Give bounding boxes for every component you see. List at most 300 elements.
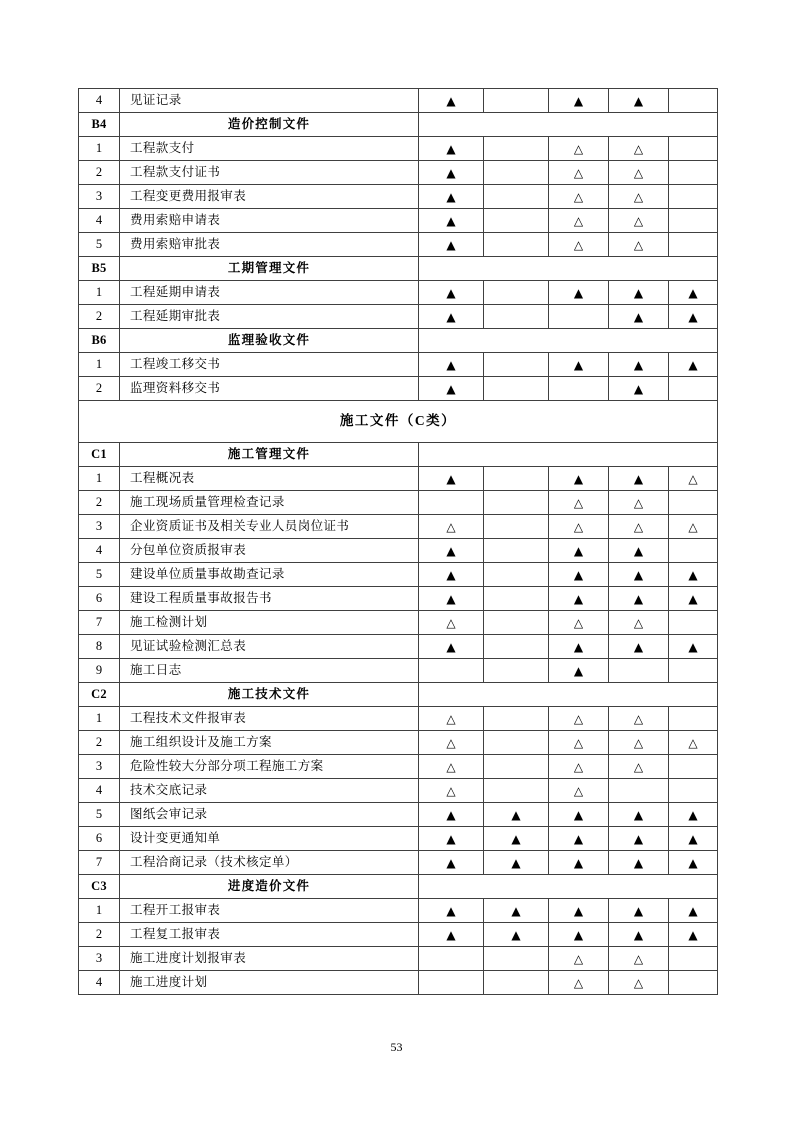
filled-triangle-icon: ▲ bbox=[688, 568, 698, 582]
mark-cell bbox=[669, 611, 718, 635]
table-row bbox=[79, 971, 718, 995]
mark-cell bbox=[419, 731, 484, 755]
mark-cell bbox=[669, 563, 718, 587]
document-name: 设计变更通知单 bbox=[120, 827, 419, 851]
hollow-triangle-icon: △ bbox=[688, 520, 698, 534]
hollow-triangle-icon: △ bbox=[446, 736, 456, 750]
document-name: 工程洽商记录（技术核定单） bbox=[120, 851, 419, 875]
page-number: 53 bbox=[390, 1040, 403, 1054]
mark-cell bbox=[609, 587, 669, 611]
filled-triangle-icon: ▲ bbox=[446, 640, 456, 654]
mark-cell bbox=[669, 803, 718, 827]
hollow-triangle-icon: △ bbox=[633, 190, 644, 204]
mark-cell bbox=[419, 947, 484, 971]
row-number: 2 bbox=[79, 491, 120, 515]
mark-cell bbox=[484, 851, 549, 875]
hollow-triangle-icon: △ bbox=[633, 496, 644, 510]
mark-cell bbox=[484, 923, 549, 947]
mark-cell bbox=[609, 803, 669, 827]
row-number: 4 bbox=[79, 539, 120, 563]
table-row bbox=[79, 923, 718, 947]
table-row bbox=[79, 947, 718, 971]
filled-triangle-icon: ▲ bbox=[688, 640, 698, 654]
mark-cell bbox=[669, 899, 718, 923]
filled-triangle-icon: ▲ bbox=[633, 544, 644, 558]
document-name: 施工日志 bbox=[120, 659, 419, 683]
mark-cell bbox=[549, 305, 609, 329]
section-empty-marks bbox=[419, 257, 718, 281]
mark-cell bbox=[609, 515, 669, 539]
filled-triangle-icon: ▲ bbox=[688, 286, 698, 300]
mark-cell bbox=[549, 161, 609, 185]
filled-triangle-icon: ▲ bbox=[633, 592, 644, 606]
mark-cell bbox=[609, 923, 669, 947]
hollow-triangle-icon: △ bbox=[573, 712, 584, 726]
filled-triangle-icon: ▲ bbox=[633, 472, 644, 486]
mark-cell bbox=[419, 89, 484, 113]
mark-cell bbox=[419, 587, 484, 611]
document-name: 建设工程质量事故报告书 bbox=[120, 587, 419, 611]
mark-cell bbox=[669, 185, 718, 209]
filled-triangle-icon: ▲ bbox=[573, 832, 584, 846]
mark-cell bbox=[419, 467, 484, 491]
document-name: 见证记录 bbox=[120, 89, 419, 113]
filled-triangle-icon: ▲ bbox=[688, 928, 698, 942]
mark-cell bbox=[484, 755, 549, 779]
row-number: 2 bbox=[79, 305, 120, 329]
mark-cell bbox=[549, 233, 609, 257]
row-number: 1 bbox=[79, 137, 120, 161]
mark-cell bbox=[484, 353, 549, 377]
hollow-triangle-icon: △ bbox=[688, 472, 698, 486]
filled-triangle-icon: ▲ bbox=[446, 238, 456, 252]
document-name: 工程延期申请表 bbox=[120, 281, 419, 305]
mark-cell bbox=[419, 611, 484, 635]
document-name: 技术交底记录 bbox=[120, 779, 419, 803]
mark-cell bbox=[669, 467, 718, 491]
hollow-triangle-icon: △ bbox=[633, 214, 644, 228]
filled-triangle-icon: ▲ bbox=[633, 832, 644, 846]
mark-cell bbox=[609, 209, 669, 233]
table-banner-row bbox=[79, 401, 718, 443]
table-row bbox=[79, 827, 718, 851]
section-title: 进度造价文件 bbox=[120, 875, 419, 899]
mark-cell bbox=[669, 233, 718, 257]
mark-cell bbox=[484, 491, 549, 515]
section-empty-marks bbox=[419, 113, 718, 137]
mark-cell bbox=[609, 563, 669, 587]
mark-cell bbox=[484, 899, 549, 923]
filled-triangle-icon: ▲ bbox=[446, 142, 456, 156]
hollow-triangle-icon: △ bbox=[633, 238, 644, 252]
mark-cell bbox=[609, 491, 669, 515]
row-number: 6 bbox=[79, 587, 120, 611]
mark-cell bbox=[549, 209, 609, 233]
document-name: 图纸会审记录 bbox=[120, 803, 419, 827]
mark-cell bbox=[609, 161, 669, 185]
filled-triangle-icon: ▲ bbox=[633, 808, 644, 822]
filled-triangle-icon: ▲ bbox=[446, 544, 456, 558]
hollow-triangle-icon: △ bbox=[446, 712, 456, 726]
mark-cell bbox=[609, 611, 669, 635]
mark-cell bbox=[669, 971, 718, 995]
filled-triangle-icon: ▲ bbox=[573, 286, 584, 300]
mark-cell bbox=[484, 467, 549, 491]
filled-triangle-icon: ▲ bbox=[633, 856, 644, 870]
document-name: 施工检测计划 bbox=[120, 611, 419, 635]
section-title: 工期管理文件 bbox=[120, 257, 419, 281]
mark-cell bbox=[669, 731, 718, 755]
mark-cell bbox=[669, 491, 718, 515]
table-row bbox=[79, 185, 718, 209]
mark-cell bbox=[419, 161, 484, 185]
mark-cell bbox=[549, 731, 609, 755]
section-header-row bbox=[79, 329, 718, 353]
mark-cell bbox=[549, 467, 609, 491]
filled-triangle-icon: ▲ bbox=[446, 214, 456, 228]
mark-cell bbox=[549, 353, 609, 377]
hollow-triangle-icon: △ bbox=[573, 616, 584, 630]
filled-triangle-icon: ▲ bbox=[573, 904, 584, 918]
filled-triangle-icon: ▲ bbox=[633, 310, 644, 324]
table-row bbox=[79, 563, 718, 587]
filled-triangle-icon: ▲ bbox=[573, 640, 584, 654]
section-header-row bbox=[79, 113, 718, 137]
mark-cell bbox=[419, 377, 484, 401]
mark-cell bbox=[669, 377, 718, 401]
filled-triangle-icon: ▲ bbox=[633, 928, 644, 942]
filled-triangle-icon: ▲ bbox=[573, 472, 584, 486]
mark-cell bbox=[484, 971, 549, 995]
mark-cell bbox=[549, 779, 609, 803]
table-row bbox=[79, 515, 718, 539]
mark-cell bbox=[609, 353, 669, 377]
section-code: B4 bbox=[79, 113, 120, 137]
mark-cell bbox=[669, 305, 718, 329]
hollow-triangle-icon: △ bbox=[573, 736, 584, 750]
mark-cell bbox=[484, 779, 549, 803]
mark-cell bbox=[669, 539, 718, 563]
filled-triangle-icon: ▲ bbox=[511, 856, 521, 870]
mark-cell bbox=[669, 755, 718, 779]
row-number: 1 bbox=[79, 281, 120, 305]
section-empty-marks bbox=[419, 443, 718, 467]
table-row bbox=[79, 707, 718, 731]
row-number: 9 bbox=[79, 659, 120, 683]
filled-triangle-icon: ▲ bbox=[688, 832, 698, 846]
mark-cell bbox=[484, 587, 549, 611]
table-row bbox=[79, 539, 718, 563]
filled-triangle-icon: ▲ bbox=[446, 832, 456, 846]
table-row bbox=[79, 161, 718, 185]
filled-triangle-icon: ▲ bbox=[446, 190, 456, 204]
hollow-triangle-icon: △ bbox=[573, 760, 584, 774]
mark-cell bbox=[419, 281, 484, 305]
mark-cell bbox=[419, 899, 484, 923]
mark-cell bbox=[549, 851, 609, 875]
document-name: 工程款支付 bbox=[120, 137, 419, 161]
filled-triangle-icon: ▲ bbox=[688, 904, 698, 918]
mark-cell bbox=[549, 707, 609, 731]
document-name: 费用索赔申请表 bbox=[120, 209, 419, 233]
mark-cell bbox=[609, 707, 669, 731]
table-row bbox=[79, 353, 718, 377]
document-name: 分包单位资质报审表 bbox=[120, 539, 419, 563]
mark-cell bbox=[549, 185, 609, 209]
mark-cell bbox=[609, 731, 669, 755]
document-name: 费用索赔审批表 bbox=[120, 233, 419, 257]
mark-cell bbox=[609, 971, 669, 995]
table-row bbox=[79, 851, 718, 875]
row-number: 1 bbox=[79, 353, 120, 377]
table-row bbox=[79, 491, 718, 515]
hollow-triangle-icon: △ bbox=[633, 520, 644, 534]
mark-cell bbox=[609, 281, 669, 305]
mark-cell bbox=[484, 539, 549, 563]
section-title: 施工技术文件 bbox=[120, 683, 419, 707]
mark-cell bbox=[669, 89, 718, 113]
mark-cell bbox=[609, 377, 669, 401]
mark-cell bbox=[484, 89, 549, 113]
mark-cell bbox=[609, 755, 669, 779]
table-row bbox=[79, 755, 718, 779]
mark-cell bbox=[549, 947, 609, 971]
table-row bbox=[79, 659, 718, 683]
row-number: 4 bbox=[79, 779, 120, 803]
mark-cell bbox=[549, 755, 609, 779]
document-name: 施工组织设计及施工方案 bbox=[120, 731, 419, 755]
mark-cell bbox=[549, 659, 609, 683]
mark-cell bbox=[484, 161, 549, 185]
table-row bbox=[79, 611, 718, 635]
row-number: 5 bbox=[79, 563, 120, 587]
filled-triangle-icon: ▲ bbox=[446, 856, 456, 870]
table-row bbox=[79, 635, 718, 659]
mark-cell bbox=[609, 827, 669, 851]
filled-triangle-icon: ▲ bbox=[446, 808, 456, 822]
mark-cell bbox=[484, 281, 549, 305]
mark-cell bbox=[669, 827, 718, 851]
document-name: 工程变更费用报审表 bbox=[120, 185, 419, 209]
filled-triangle-icon: ▲ bbox=[446, 472, 456, 486]
filled-triangle-icon: ▲ bbox=[511, 808, 521, 822]
mark-cell bbox=[609, 233, 669, 257]
hollow-triangle-icon: △ bbox=[446, 616, 456, 630]
mark-cell bbox=[484, 947, 549, 971]
section-code: C3 bbox=[79, 875, 120, 899]
table-row bbox=[79, 377, 718, 401]
hollow-triangle-icon: △ bbox=[573, 190, 584, 204]
row-number: 3 bbox=[79, 947, 120, 971]
mark-cell bbox=[669, 209, 718, 233]
mark-cell bbox=[669, 779, 718, 803]
mark-cell bbox=[669, 281, 718, 305]
table-row bbox=[79, 803, 718, 827]
mark-cell bbox=[669, 635, 718, 659]
mark-cell bbox=[484, 563, 549, 587]
mark-cell bbox=[419, 305, 484, 329]
row-number: 7 bbox=[79, 851, 120, 875]
hollow-triangle-icon: △ bbox=[446, 520, 456, 534]
mark-cell bbox=[484, 611, 549, 635]
table-row bbox=[79, 731, 718, 755]
mark-cell bbox=[419, 923, 484, 947]
mark-cell bbox=[549, 635, 609, 659]
mark-cell bbox=[484, 731, 549, 755]
hollow-triangle-icon: △ bbox=[633, 616, 644, 630]
filled-triangle-icon: ▲ bbox=[446, 568, 456, 582]
mark-cell bbox=[484, 137, 549, 161]
document-name: 工程开工报审表 bbox=[120, 899, 419, 923]
filled-triangle-icon: ▲ bbox=[633, 640, 644, 654]
document-name: 施工进度计划报审表 bbox=[120, 947, 419, 971]
document-name: 工程款支付证书 bbox=[120, 161, 419, 185]
mark-cell bbox=[419, 779, 484, 803]
mark-cell bbox=[609, 635, 669, 659]
mark-cell bbox=[419, 659, 484, 683]
document-name: 工程技术文件报审表 bbox=[120, 707, 419, 731]
filled-triangle-icon: ▲ bbox=[633, 94, 644, 108]
filled-triangle-icon: ▲ bbox=[446, 286, 456, 300]
document-name: 建设单位质量事故勘查记录 bbox=[120, 563, 419, 587]
hollow-triangle-icon: △ bbox=[633, 952, 644, 966]
row-number: 2 bbox=[79, 923, 120, 947]
hollow-triangle-icon: △ bbox=[573, 952, 584, 966]
hollow-triangle-icon: △ bbox=[573, 142, 584, 156]
hollow-triangle-icon: △ bbox=[573, 784, 584, 798]
section-header-row bbox=[79, 257, 718, 281]
row-number: 2 bbox=[79, 377, 120, 401]
document-name: 见证试验检测汇总表 bbox=[120, 635, 419, 659]
section-header-row bbox=[79, 875, 718, 899]
hollow-triangle-icon: △ bbox=[633, 712, 644, 726]
row-number: 7 bbox=[79, 611, 120, 635]
row-number: 5 bbox=[79, 233, 120, 257]
row-number: 2 bbox=[79, 161, 120, 185]
mark-cell bbox=[609, 539, 669, 563]
mark-cell bbox=[669, 659, 718, 683]
mark-cell bbox=[609, 89, 669, 113]
table-row bbox=[79, 587, 718, 611]
filled-triangle-icon: ▲ bbox=[446, 94, 456, 108]
mark-cell bbox=[484, 803, 549, 827]
mark-cell bbox=[419, 971, 484, 995]
section-header-row bbox=[79, 683, 718, 707]
mark-cell bbox=[549, 923, 609, 947]
filled-triangle-icon: ▲ bbox=[688, 358, 698, 372]
mark-cell bbox=[669, 515, 718, 539]
document-name: 工程概况表 bbox=[120, 467, 419, 491]
mark-cell bbox=[419, 137, 484, 161]
hollow-triangle-icon: △ bbox=[573, 976, 584, 990]
hollow-triangle-icon: △ bbox=[573, 166, 584, 180]
section-title: 监理验收文件 bbox=[120, 329, 419, 353]
filled-triangle-icon: ▲ bbox=[688, 856, 698, 870]
mark-cell bbox=[484, 827, 549, 851]
row-number: 2 bbox=[79, 731, 120, 755]
mark-cell bbox=[669, 353, 718, 377]
filled-triangle-icon: ▲ bbox=[573, 544, 584, 558]
filled-triangle-icon: ▲ bbox=[573, 808, 584, 822]
table-row bbox=[79, 305, 718, 329]
mark-cell bbox=[609, 185, 669, 209]
mark-cell bbox=[609, 947, 669, 971]
table-row bbox=[79, 779, 718, 803]
mark-cell bbox=[669, 161, 718, 185]
mark-cell bbox=[419, 353, 484, 377]
section-code: B6 bbox=[79, 329, 120, 353]
mark-cell bbox=[549, 899, 609, 923]
hollow-triangle-icon: △ bbox=[633, 736, 644, 750]
table-row bbox=[79, 209, 718, 233]
filled-triangle-icon: ▲ bbox=[446, 358, 456, 372]
document-name: 危险性较大分部分项工程施工方案 bbox=[120, 755, 419, 779]
mark-cell bbox=[419, 185, 484, 209]
mark-cell bbox=[609, 467, 669, 491]
filled-triangle-icon: ▲ bbox=[446, 310, 456, 324]
section-code: C1 bbox=[79, 443, 120, 467]
table-row bbox=[79, 137, 718, 161]
mark-cell bbox=[484, 707, 549, 731]
table-body bbox=[79, 89, 718, 995]
mark-cell bbox=[484, 185, 549, 209]
mark-cell bbox=[609, 851, 669, 875]
table-row bbox=[79, 89, 718, 113]
mark-cell bbox=[609, 659, 669, 683]
mark-cell bbox=[669, 587, 718, 611]
mark-cell bbox=[549, 587, 609, 611]
section-empty-marks bbox=[419, 683, 718, 707]
mark-cell bbox=[419, 491, 484, 515]
mark-cell bbox=[484, 377, 549, 401]
mark-cell bbox=[549, 971, 609, 995]
filled-triangle-icon: ▲ bbox=[688, 310, 698, 324]
mark-cell bbox=[669, 851, 718, 875]
mark-cell bbox=[669, 137, 718, 161]
mark-cell bbox=[549, 89, 609, 113]
mark-cell bbox=[419, 707, 484, 731]
filled-triangle-icon: ▲ bbox=[446, 592, 456, 606]
mark-cell bbox=[419, 233, 484, 257]
row-number: 3 bbox=[79, 515, 120, 539]
mark-cell bbox=[549, 281, 609, 305]
archive-catalog-table bbox=[78, 88, 718, 995]
mark-cell bbox=[549, 137, 609, 161]
mark-cell bbox=[419, 563, 484, 587]
mark-cell bbox=[419, 803, 484, 827]
document-name: 工程复工报审表 bbox=[120, 923, 419, 947]
mark-cell bbox=[549, 539, 609, 563]
mark-cell bbox=[549, 611, 609, 635]
filled-triangle-icon: ▲ bbox=[511, 928, 521, 942]
filled-triangle-icon: ▲ bbox=[511, 832, 521, 846]
mark-cell bbox=[549, 827, 609, 851]
section-empty-marks bbox=[419, 329, 718, 353]
banner-title: 施工文件（C类） bbox=[79, 401, 718, 443]
mark-cell bbox=[484, 659, 549, 683]
row-number: 1 bbox=[79, 899, 120, 923]
hollow-triangle-icon: △ bbox=[573, 214, 584, 228]
filled-triangle-icon: ▲ bbox=[633, 904, 644, 918]
document-name: 施工进度计划 bbox=[120, 971, 419, 995]
mark-cell bbox=[609, 137, 669, 161]
section-empty-marks bbox=[419, 875, 718, 899]
filled-triangle-icon: ▲ bbox=[511, 904, 521, 918]
mark-cell bbox=[419, 209, 484, 233]
mark-cell bbox=[609, 305, 669, 329]
mark-cell bbox=[419, 851, 484, 875]
table-row bbox=[79, 899, 718, 923]
